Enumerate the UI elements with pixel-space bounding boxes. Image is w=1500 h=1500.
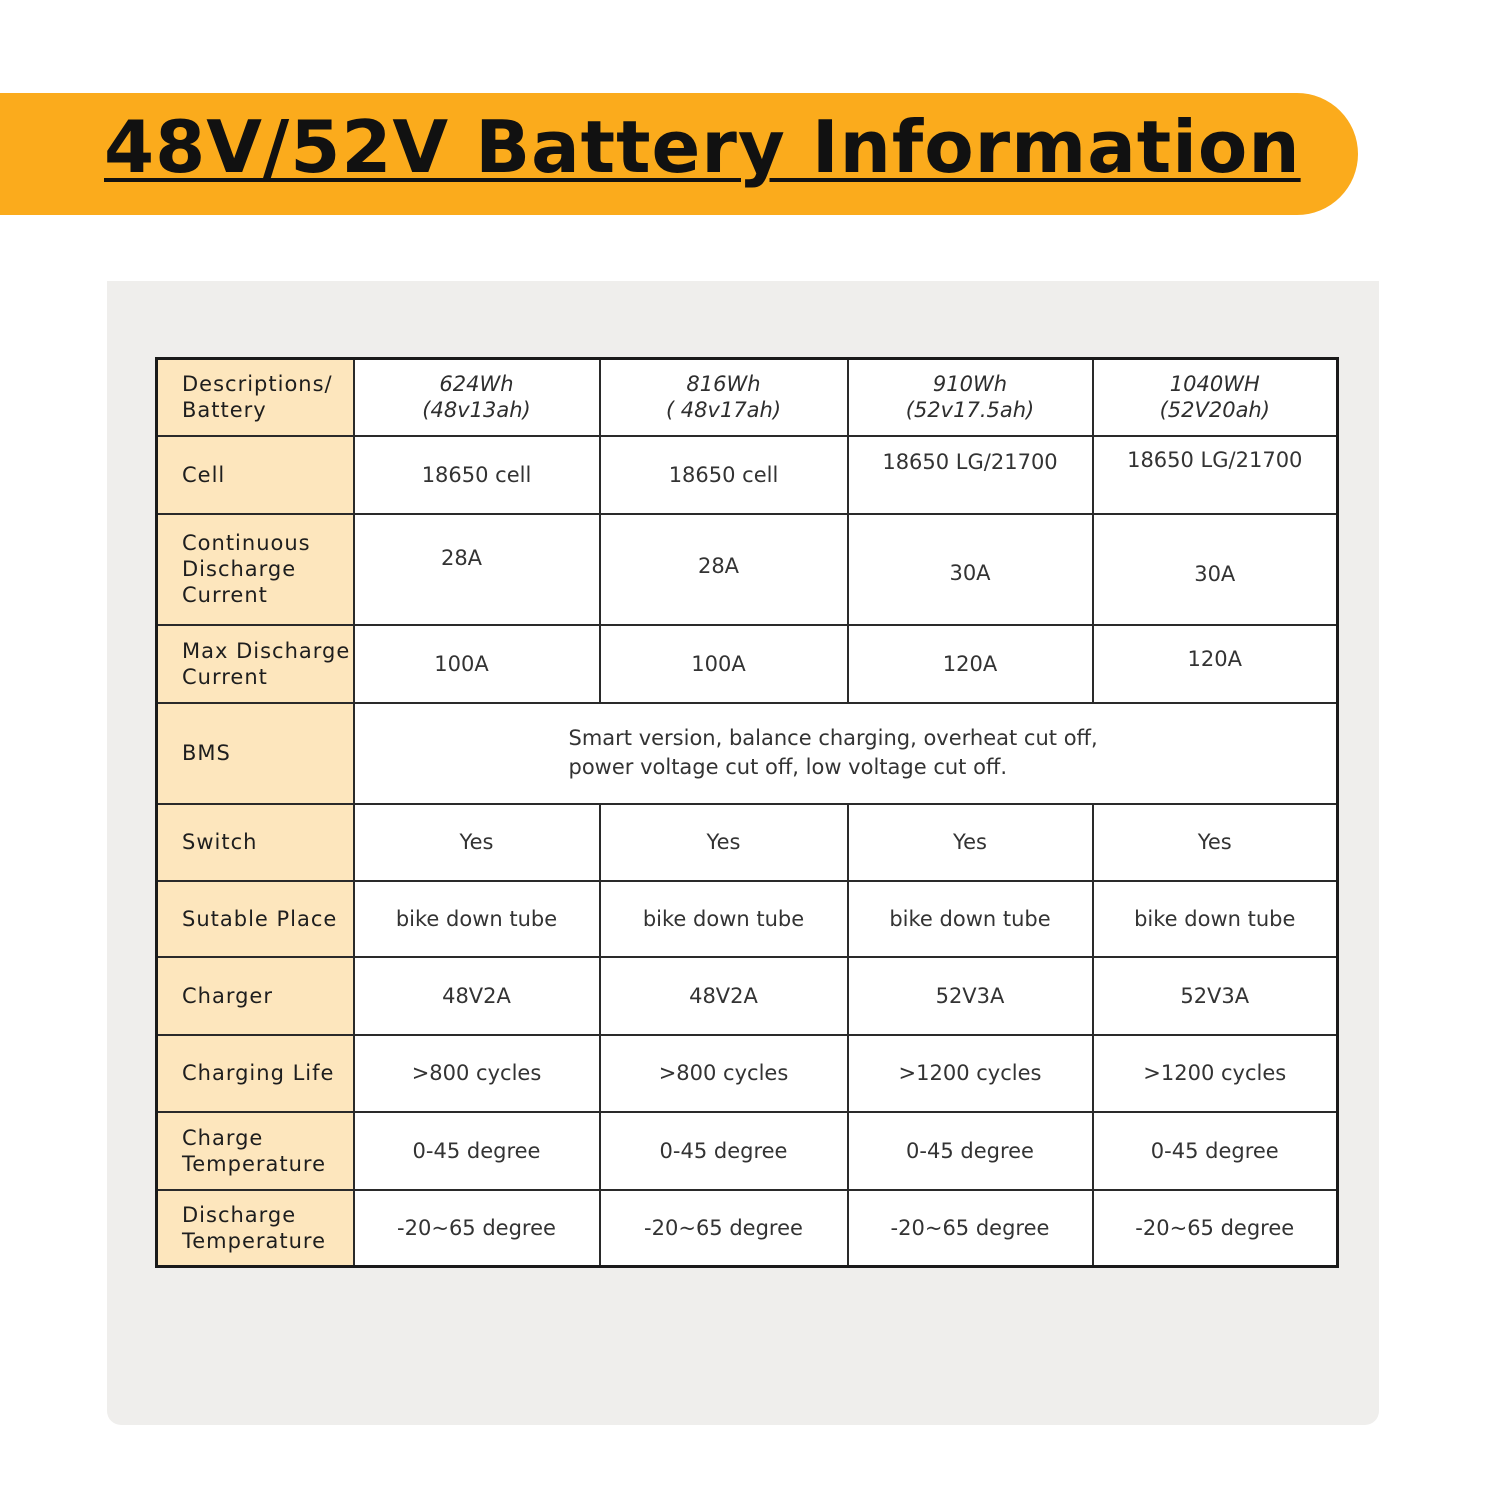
bms-text-line: Smart version, balance charging, overheat cut off, — [568, 726, 1098, 750]
table-cell: Yes — [848, 804, 1093, 881]
table-row-suitable-place — [157, 881, 1338, 957]
row-label: Sutable Place — [157, 881, 354, 957]
table-cell: 18650 LG/21700 — [848, 436, 1093, 514]
header-cell — [600, 359, 848, 436]
table-cell: -20~65 degree — [354, 1190, 600, 1267]
header-spec: (52V20ah) — [1159, 398, 1270, 423]
header-capacity: 624Wh — [439, 372, 514, 397]
battery-spec-table — [155, 357, 1339, 1268]
row-label: BMS — [157, 703, 354, 804]
table-row-discharge-temperature — [157, 1190, 1338, 1267]
table-cell: 48V2A — [354, 957, 600, 1035]
table-cell: 120A — [848, 625, 1093, 703]
table-cell: Yes — [354, 804, 600, 881]
table-cell: 0-45 degree — [1093, 1112, 1338, 1190]
row-label: Charger — [157, 957, 354, 1035]
header-label-cell — [157, 359, 354, 436]
header-spec: ( 48v17ah) — [665, 398, 782, 423]
row-label — [157, 1112, 354, 1190]
table-cell: >1200 cycles — [1093, 1035, 1338, 1112]
row-label — [157, 514, 354, 625]
bms-cell — [354, 703, 1338, 804]
table-cell: bike down tube — [600, 881, 848, 957]
table-cell: 0-45 degree — [600, 1112, 848, 1190]
row-label-line: Current — [182, 664, 268, 689]
table-cell: 100A — [354, 625, 600, 703]
table-cell: 120A — [1093, 625, 1338, 703]
table-cell: -20~65 degree — [848, 1190, 1093, 1267]
table-cell: >800 cycles — [600, 1035, 848, 1112]
table-cell: 0-45 degree — [354, 1112, 600, 1190]
table-cell: bike down tube — [354, 881, 600, 957]
row-label-line: Discharge — [182, 557, 297, 581]
table-cell: Yes — [1093, 804, 1338, 881]
header-label-line: Battery — [182, 398, 267, 423]
table-cell: 18650 cell — [600, 436, 848, 514]
row-label: Charging Life — [157, 1035, 354, 1112]
table-cell: 52V3A — [848, 957, 1093, 1035]
row-label-line: Temperature — [182, 1151, 327, 1176]
row-label-line: Charge — [182, 1125, 264, 1150]
row-label-line: Temperature — [182, 1228, 327, 1253]
header-capacity: 1040WH — [1169, 372, 1260, 397]
header-cell — [1093, 359, 1338, 436]
table-header-row — [157, 359, 1338, 436]
header-label-line: Descriptions/ — [182, 372, 333, 397]
table-row-cell — [157, 436, 1338, 514]
table-cell: 52V3A — [1093, 957, 1338, 1035]
table-row-bms — [157, 703, 1338, 804]
table-cell: -20~65 degree — [1093, 1190, 1338, 1267]
page-title: 48V/52V Battery Information — [104, 105, 1301, 189]
row-label-line: Current — [182, 583, 268, 607]
header-capacity: 816Wh — [686, 372, 761, 397]
table-cell: >800 cycles — [354, 1035, 600, 1112]
header-cell — [354, 359, 600, 436]
table-row-continuous-discharge — [157, 514, 1338, 625]
table-cell: 18650 LG/21700 — [1093, 436, 1338, 514]
table-row-max-discharge — [157, 625, 1338, 703]
row-label-line: Discharge — [182, 1202, 297, 1227]
table-cell: -20~65 degree — [600, 1190, 848, 1267]
table-cell: bike down tube — [1093, 881, 1338, 957]
row-label: Switch — [157, 804, 354, 881]
table-row-switch — [157, 804, 1338, 881]
table-row-charge-temperature — [157, 1112, 1338, 1190]
row-label — [157, 1190, 354, 1267]
header-spec: (52v17.5ah) — [905, 398, 1035, 423]
row-label-line: Max Discharge — [182, 638, 351, 663]
row-label: Cell — [157, 436, 354, 514]
table-row-charging-life — [157, 1035, 1338, 1112]
table-cell: 100A — [600, 625, 848, 703]
table-cell: 28A — [600, 514, 848, 625]
table-cell: Yes — [600, 804, 848, 881]
table-row-charger — [157, 957, 1338, 1035]
header-cell — [848, 359, 1093, 436]
bms-text-line: power voltage cut off, low voltage cut off. — [568, 755, 1008, 779]
header-capacity: 910Wh — [932, 372, 1008, 397]
header-spec: (48v13ah) — [422, 398, 531, 423]
table-cell: 18650 cell — [354, 436, 600, 514]
table-cell: 28A — [354, 514, 600, 625]
table-cell: >1200 cycles — [848, 1035, 1093, 1112]
table-cell: 48V2A — [600, 957, 848, 1035]
table-cell: 30A — [848, 514, 1093, 625]
table-cell: 30A — [1093, 514, 1338, 625]
table-cell: bike down tube — [848, 881, 1093, 957]
table-cell: 0-45 degree — [848, 1112, 1093, 1190]
row-label-line: Continuous — [182, 531, 311, 555]
row-label — [157, 625, 354, 703]
